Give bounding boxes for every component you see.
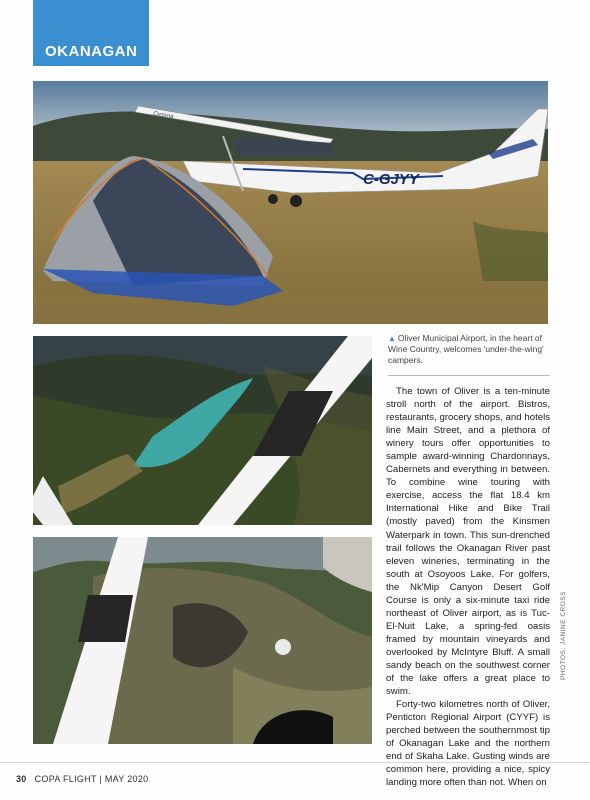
caption-text: Oliver Municipal Airport, in the heart of Wine Country, welcomes 'under-the-wing' campers. xyxy=(388,333,544,365)
plane-registration: C-GJYY xyxy=(363,171,419,188)
page-footer xyxy=(16,774,148,784)
caption-arrow-icon: ▲ xyxy=(388,334,396,343)
publication-info: COPA FLIGHT | MAY 2020 xyxy=(34,774,149,784)
article-paragraph-1: The town of Oliver is a ten-minute stroll north of the airport. Bistros, restaurants, grocery shops, and hotels line Main Street, and a plethora of winery tours offer opportunities to sample award-winning Chardonnays, Cabernets and everything in between. To combine wine touring with exercise, access the flat 18.4 km International Hike and Bike Trail (mostly paved) from the Kinsmen Waterpark in town. This sun-drenched trail follows the Okanagan River past eleven wineries, terminating in the south at Osoyoos Lake. For golfers, the Nk'Mip Canyon Desert Golf Course is only a six-minute taxi ride northeast of Oliver airport, as is Tuc-El-Nuit Lake, a spring-fed oasis framed by mountain vineyards and overlooked by McIntyre Bluff. A small sandy beach on the southwest corner of the lake offers a great place to swim. xyxy=(386,386,550,698)
caption-divider xyxy=(388,375,550,376)
photo-credit: PHOTOS: JANINE CROSS xyxy=(560,591,567,680)
section-tag-label: OKANAGAN xyxy=(45,43,138,60)
photo-aerial-mountains xyxy=(33,537,372,744)
article-paragraph-2: Forty-two kilometres north of Oliver, Penticton Regional Airport (CYYF) is perched between the southernmost tip of Okanagan Lake and the northern end of Skaha Lake. Gusting winds are common here, providing a nice, spicy landing more often than not. When on xyxy=(386,699,550,789)
section-tag xyxy=(33,0,149,66)
footer-divider xyxy=(0,762,590,763)
photo-caption xyxy=(388,333,550,366)
photo-plane-tent xyxy=(33,81,548,324)
photo-aerial-lake xyxy=(33,336,372,525)
page-number: 30 xyxy=(16,774,27,784)
plane-brand: Cessna xyxy=(152,111,174,121)
article-body xyxy=(386,385,550,789)
